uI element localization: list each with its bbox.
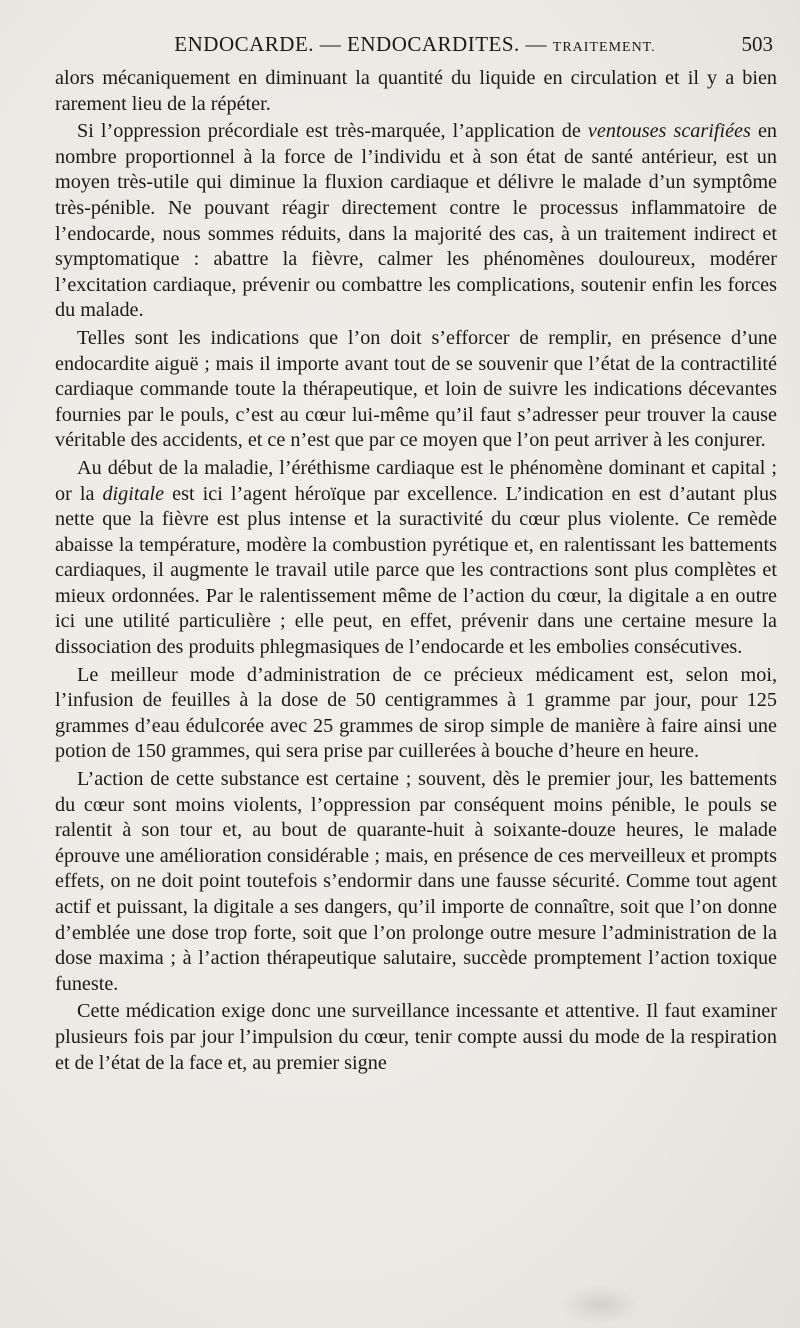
- page-header: [55, 30, 775, 60]
- text-run: est ici l’agent héroïque par excellence. L’indication en est d’autant plus nette que la fièvre est plus intense et la suractivité du cœur plus violente. Ce remède abaisse la température, modère la combustion pyrétique et, en ralentissant les battements cardiaques, il augmente le travail utile parce que les contractions sont plus complètes et mieux ordonnées. Par le ralentissement même de l’action du cœur, la digitale a en outre ici une utilité particulière ; elle peut, en effet, prévenir dans une certaine mesure la dissociation des produits phlegmasiques de l’endocarde et les embolies consécutives.: [55, 482, 777, 659]
- text-run: Cette médication exige donc une surveillance incessante et attentive. Il faut examiner plusieurs fois par jour l’impulsion du cœur, tenir compte aussi du mode de la respiration et de l’état de la face et, au premier signe: [55, 1000, 777, 1074]
- text-run: L’action de cette substance est certaine ; souvent, dès le premier jour, les battements du cœur sont moins violents, l’oppression par conséquent moins pénible, le pouls se ralentit à son tour et, au bout de quarante-huit à soixante-douze heures, le malade éprouve une amélioration considérable ; mais, en présence de ces merveilleux et prompts effets, on ne doit point toutefois s’endormir dans une fausse sécurité. Comme tout agent actif et puissant, la digitale a ses dangers, qu’il importe de connaître, soit que l’on donne d’emblée une dose trop forte, soit que l’on prolonge outre mesure l’administration de la dose maxima ; à l’action thérapeutique salutaire, succède promptement l’action toxique funeste.: [55, 768, 777, 995]
- paragraph: [55, 66, 777, 117]
- text-run: alors mécaniquement en diminuant la quantité du liquide en circulation et il y a bien rarement lieu de la répéter.: [55, 67, 777, 115]
- italic-term: ventouses scarifiées: [587, 120, 751, 143]
- paragraph: [55, 119, 777, 324]
- paper-stain: [560, 1285, 640, 1325]
- text-run: Si l’oppression précordiale est très-marquée, l’application de: [77, 120, 588, 143]
- paragraph: [55, 999, 777, 1076]
- running-head-main: ENDOCARDE. — ENDOCARDITES. —: [174, 32, 548, 56]
- paragraph: [55, 663, 777, 765]
- paragraph: [55, 326, 777, 454]
- paragraph: [55, 456, 777, 661]
- text-run: Telles sont les indications que l’on doit s’efforcer de remplir, en présence d’une endocardite aiguë ; mais il importe avant tout de se souvenir que l’état de la contractilité cardiaque commande toute la thérapeutique, et loin de suivre les indications décevantes fournies par le pouls, c’est au cœur lui-même qu’il faut s’adresser peur trouver la cause véritable des accidents, et ce n’est que par ce moyen que l’on peut arriver à les conjurer.: [55, 326, 777, 452]
- text-run: en nombre proportionnel à la force de l’individu et à son état de santé antérieur, est un moyen très-utile qui diminue la fluxion cardiaque et délivre le malade d’un symptôme très-pénible. Ne pouvant réagir directement contre le processus inflammatoire de l’endocarde, nous sommes réduits, dans la majorité des cas, à un traitement indirect et symptomatique : abattre la fièvre, calmer les phénomènes douloureux, modérer l’excitation cardiaque, prévenir ou combattre les complications, soutenir enfin les forces du malade.: [55, 120, 777, 322]
- body-text: [55, 66, 777, 1076]
- italic-term: digitale: [102, 482, 165, 505]
- paragraph: [55, 767, 777, 997]
- text-run: Au début de la maladie, l’éréthisme cardiaque est le phénomène dominant et capital ; or la: [55, 456, 777, 505]
- running-head: [55, 32, 775, 57]
- page-number: 503: [741, 32, 773, 56]
- text-run: Le meilleur mode d’administration de ce précieux médicament est, selon moi, l’infusion de feuilles à la dose de 50 centigrammes à 1 gramme par jour, pour 125 grammes d’eau édulcorée avec 25 grammes de sirop simple de manière à faire ainsi une potion de 150 grammes, qui sera prise par cuillerées à bouche d’heure en heure.: [55, 663, 777, 763]
- running-head-section: TRAITEMENT.: [552, 40, 656, 55]
